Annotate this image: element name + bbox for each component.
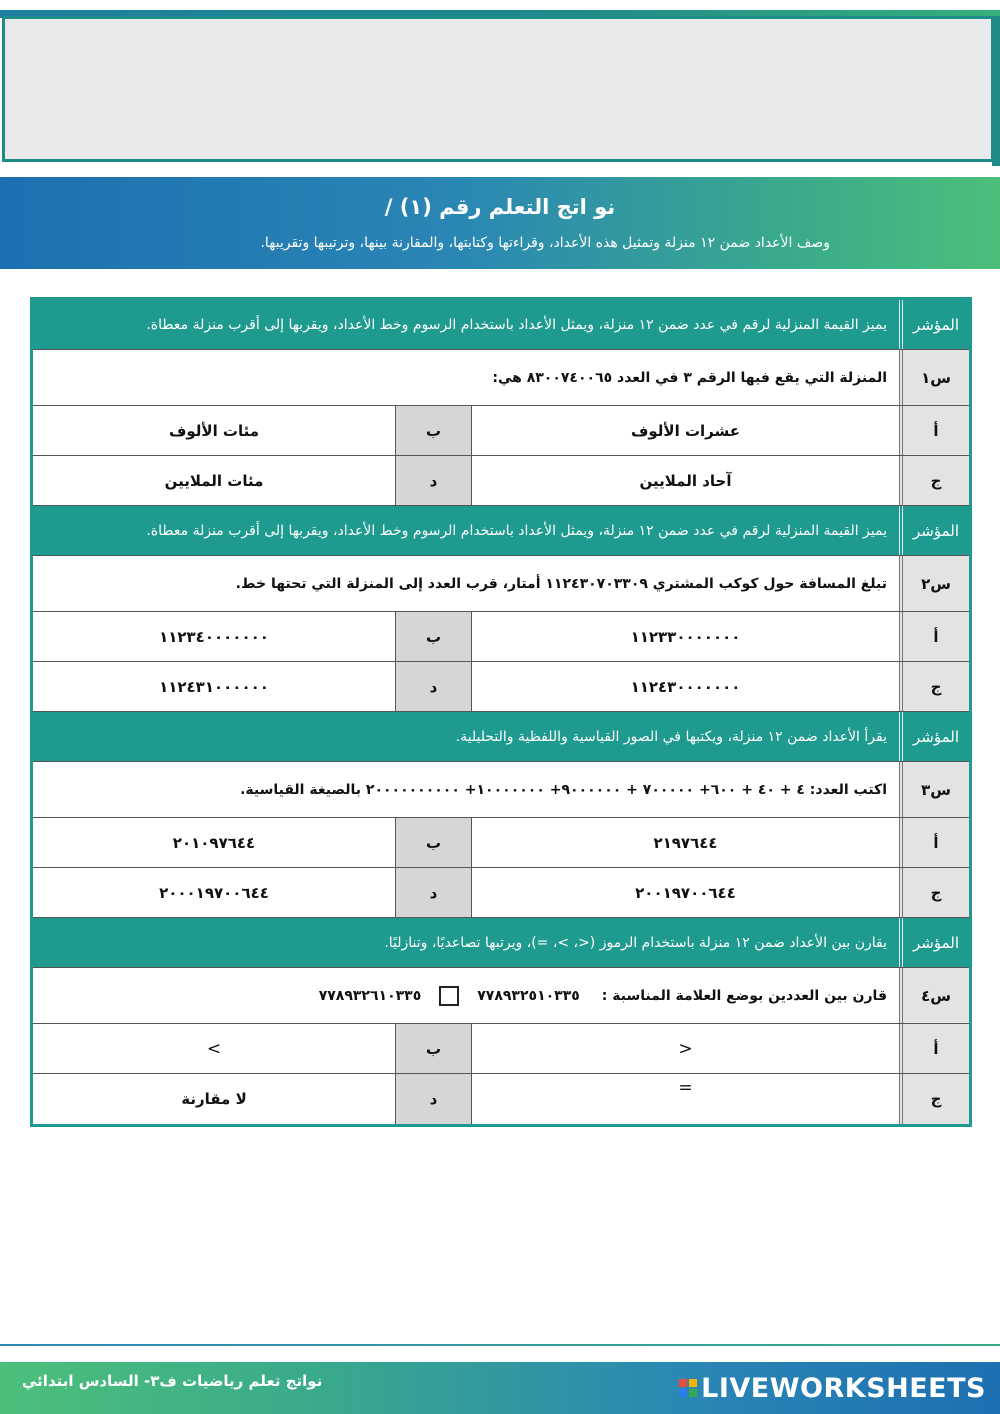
indicator-label: المؤشر: [899, 918, 969, 967]
answer-option[interactable]: لا مقارنة: [181, 1090, 247, 1108]
answer-option[interactable]: ١١٢٤٣١٠٠٠٠٠٠: [159, 677, 269, 696]
question-text: قارن بين العددين بوضع العلامة المناسبة :: [601, 987, 887, 1004]
answer-option[interactable]: ٢٠٠١٩٧٠٠٦٤٤: [471, 868, 899, 917]
answer-box[interactable]: [439, 986, 459, 1006]
indicator-text: يقارن بين الأعداد ضمن ١٢ منزلة باستخدام الرموز (<، >، =)، ويرتبها تصاعديًا، وتنازليًا.: [384, 934, 887, 951]
answer-option[interactable]: ٢٠١٠٩٧٦٤٤: [172, 833, 256, 852]
logo-text: LIVEWORKSHEETS: [701, 1372, 986, 1404]
option-letter: أ: [899, 612, 969, 661]
options-row: [33, 406, 969, 456]
answer-option[interactable]: ١١٢٣٤٠٠٠٠٠٠٠: [159, 627, 269, 646]
option-letter: د: [395, 868, 471, 917]
answer-option[interactable]: آحاد الملايين: [471, 456, 899, 505]
indicator-row: [33, 506, 969, 556]
options-row: [33, 868, 969, 918]
footer-title: نواتج تعلم رياضيات ف٣- السادس ابتدائي: [22, 1372, 323, 1390]
liveworksheets-logo: [679, 1370, 986, 1406]
option-letter: ب: [395, 612, 471, 661]
indicator-label: المؤشر: [899, 712, 969, 761]
answer-option[interactable]: ٢١٩٧٦٤٤: [471, 818, 899, 867]
questions-table: [30, 297, 972, 1127]
option-letter: ج: [899, 662, 969, 711]
option-letter: د: [395, 1074, 471, 1124]
answer-option[interactable]: ١١٢٤٣٠٠٠٠٠٠٠: [471, 662, 899, 711]
indicator-text: يميز القيمة المنزلية لرقم في عدد ضمن ١٢ منزلة، ويمثل الأعداد باستخدام الرسوم وخط الأعداد، ويقربها إلى أقرب منزلة معطاة.: [146, 316, 887, 333]
option-letter: د: [395, 662, 471, 711]
question-text: اكتب العدد: ٤ + ٤٠ + ٦٠٠+ ٧٠٠٠٠٠ + ٩٠٠٠٠٠٠+ ١٠٠٠٠٠٠٠+ ٢٠٠٠٠٠٠٠٠٠٠ بالصيغة القياسية.: [240, 781, 887, 798]
footer-bar: [0, 1362, 1000, 1414]
indicator-text: يقرأ الأعداد ضمن ١٢ منزلة، ويكتبها في الصور القياسية واللفظية والتحليلية.: [455, 728, 887, 745]
answer-option[interactable]: مئات الألوف: [168, 421, 260, 440]
answer-option[interactable]: ٢٠٠٠١٩٧٠٠٦٤٤: [159, 883, 269, 902]
outcome-title: نو اتج التعلم رقم (١) /: [384, 195, 616, 219]
compare-number-b: ٧٧٨٩٣٢٦١٠٣٣٥: [318, 987, 422, 1004]
answer-option[interactable]: عشرات الألوف: [471, 406, 899, 455]
compare-question: [33, 968, 899, 1023]
option-letter: د: [395, 456, 471, 505]
question-text: المنزلة التي يقع فيها الرقم ٣ في العدد ٨٣٠٠٧٤٠٠٦٥ هي:: [492, 369, 887, 386]
answer-option[interactable]: <: [471, 1024, 899, 1073]
indicator-row: [33, 918, 969, 968]
question-row: [33, 762, 969, 818]
option-letter: أ: [899, 1024, 969, 1073]
logo-grid-icon: [679, 1379, 697, 1397]
indicator-row: [33, 300, 969, 350]
compare-number-a: ٧٧٨٩٣٢٥١٠٣٣٥: [477, 987, 580, 1004]
question-number: س٣: [899, 762, 969, 817]
header-blank-area: [2, 16, 994, 162]
outcome-banner: [0, 177, 1000, 269]
question-number: س٤: [899, 968, 969, 1023]
option-letter: أ: [899, 818, 969, 867]
options-row: [33, 818, 969, 868]
question-row: [33, 968, 969, 1024]
footer-divider: [0, 1344, 1000, 1346]
option-letter: أ: [899, 406, 969, 455]
options-row: [33, 1024, 969, 1074]
options-row: [33, 1074, 969, 1124]
indicator-row: [33, 712, 969, 762]
header-box: [0, 10, 1000, 164]
options-row: [33, 662, 969, 712]
options-row: [33, 612, 969, 662]
indicator-label: المؤشر: [899, 300, 969, 349]
indicator-label: المؤشر: [899, 506, 969, 555]
answer-option[interactable]: مئات الملايين: [164, 471, 264, 490]
question-number: س١: [899, 350, 969, 405]
answer-option[interactable]: =: [471, 1074, 899, 1124]
option-letter: ب: [395, 818, 471, 867]
question-row: [33, 350, 969, 406]
option-letter: ج: [899, 868, 969, 917]
question-row: [33, 556, 969, 612]
indicator-text: يميز القيمة المنزلية لرقم في عدد ضمن ١٢ منزلة، ويمثل الأعداد باستخدام الرسوم وخط الأعداد، ويقربها إلى أقرب منزلة معطاة.: [146, 522, 887, 539]
answer-option[interactable]: >: [206, 1038, 222, 1059]
answer-option[interactable]: ١١٢٣٣٠٠٠٠٠٠٠: [471, 612, 899, 661]
outcome-subtitle: وصف الأعداد ضمن ١٢ منزلة وتمثيل هذه الأعداد، وقراءتها وكتابتها، والمقارنة بينها، وترتيبها وتقريبها.: [260, 235, 830, 251]
option-letter: ج: [899, 456, 969, 505]
question-number: س٢: [899, 556, 969, 611]
option-letter: ج: [899, 1074, 969, 1124]
option-letter: ب: [395, 406, 471, 455]
option-letter: ب: [395, 1024, 471, 1073]
question-text: تبلغ المسافة حول كوكب المشتري ١١٢٤٣٠٧٠٣٣٠٩ أمتار، قرب العدد إلى المنزلة التي تحتها خط.: [235, 575, 887, 592]
options-row: [33, 456, 969, 506]
